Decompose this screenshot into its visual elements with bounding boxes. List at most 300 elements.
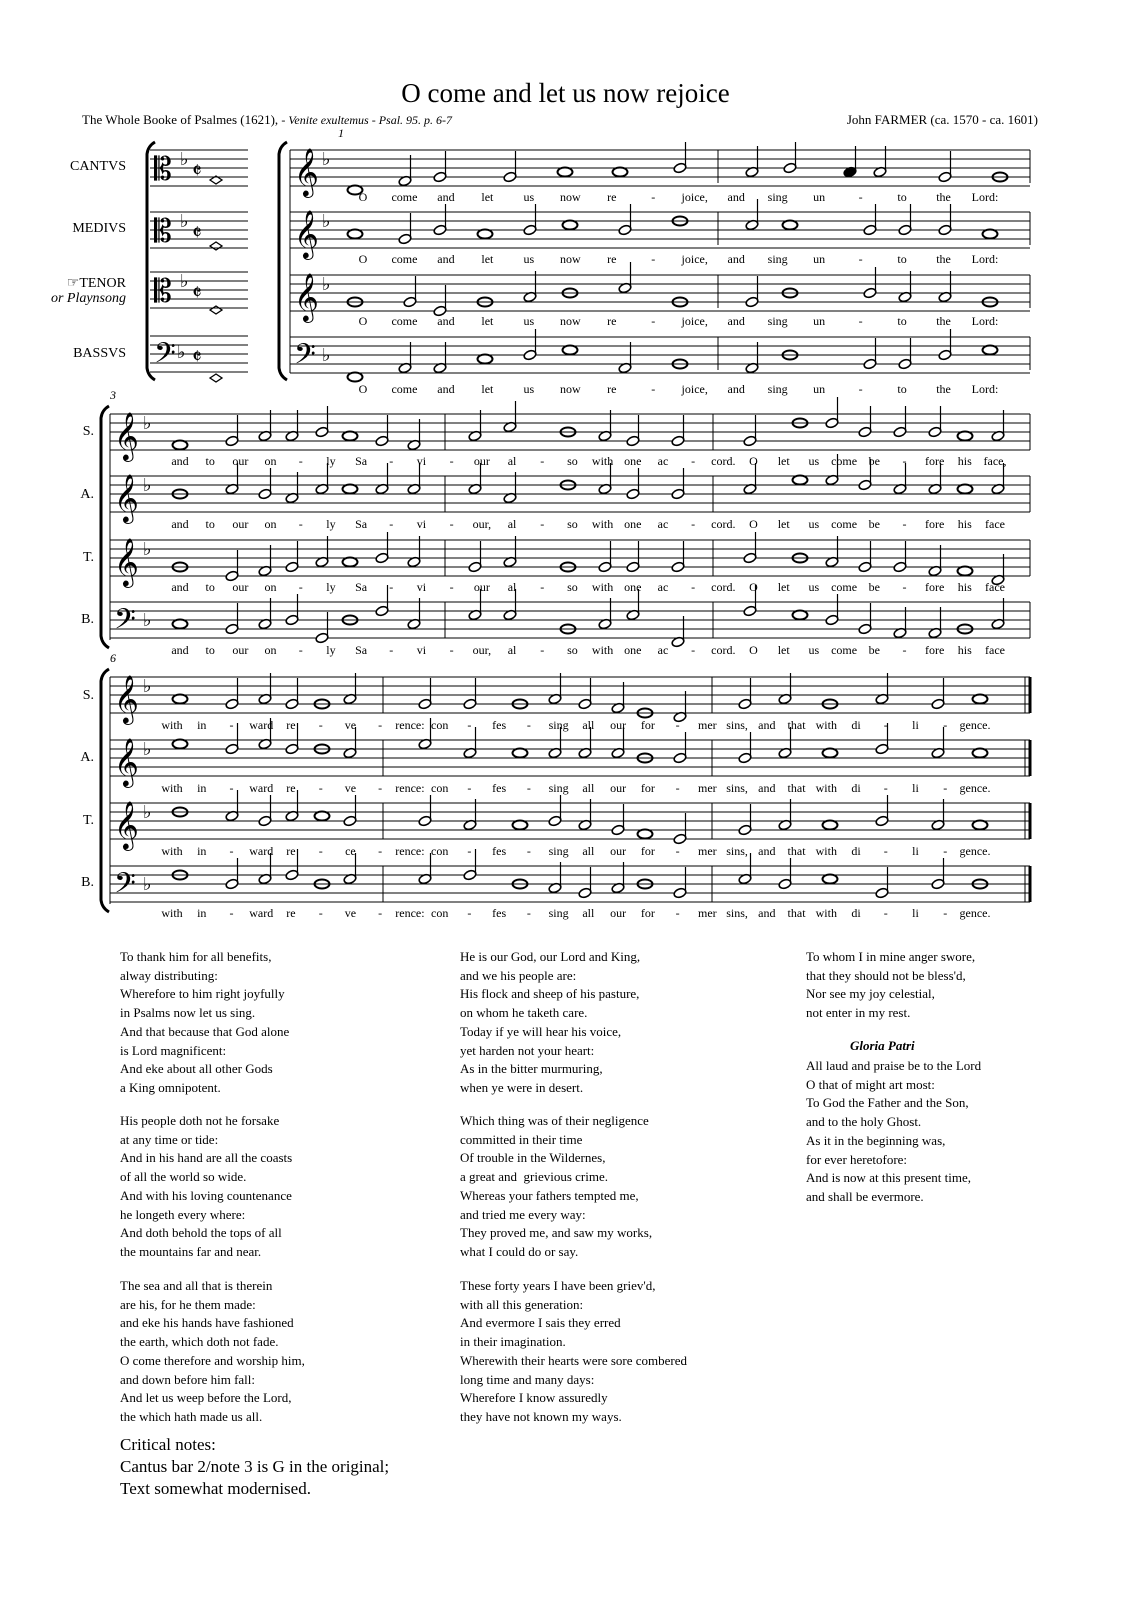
lyric-syllable: re (286, 781, 296, 795)
lyric-syllable: and (437, 314, 455, 328)
lyric-syllable: to (897, 382, 907, 396)
lyric-syllable: ve (344, 781, 357, 795)
lyric-syllable: O (749, 580, 758, 594)
lyric-syllable: Sa (355, 643, 368, 657)
lyric-syllable: his (957, 643, 972, 657)
critical-notes (120, 1434, 389, 1500)
lyric-syllable: ac (657, 580, 669, 594)
lyric-syllable: - (318, 906, 323, 920)
lyric-syllable: - (902, 517, 907, 531)
lyric-syllable: ce (345, 844, 356, 858)
lyric-syllable: to (897, 190, 907, 204)
lyric-syllable: - (858, 252, 863, 266)
lyric-syllable: and (727, 382, 745, 396)
lyric-syllable: and (758, 844, 776, 858)
verse-stanza: Which thing was of their negligence committed in their time Of trouble in the Wildernes, a great and grievious crime. Whereas your fathers tempted me, and tried me every way: They proved me, and saw my works, what I could do or say. (460, 1113, 653, 1259)
lyric-syllable: re (607, 190, 617, 204)
lyric-syllable: - (229, 844, 234, 858)
c-clef: 𝄡 (154, 272, 172, 310)
lyric-syllable: - (651, 314, 656, 328)
lyric-syllable: face (985, 580, 1005, 594)
lyric-syllable: rence: (395, 781, 425, 795)
whole-note (513, 749, 528, 758)
lyric-syllable: - (675, 781, 680, 795)
lyric-syllable: - (675, 844, 680, 858)
lyric-syllable: con (430, 844, 449, 858)
lyric-syllable: in (197, 906, 207, 920)
lyric-syllable: - (378, 781, 383, 795)
lyric-syllable: - (389, 580, 394, 594)
key-signature-flat: ♭ (322, 149, 331, 170)
lyric-syllable: ve (344, 718, 357, 732)
lyric-syllable: sins, (726, 718, 748, 732)
lyric-syllable: - (691, 517, 696, 531)
lyric-syllable: ly (326, 517, 336, 531)
gloria-patri-heading: Gloria Patri (850, 1038, 915, 1053)
lyric-syllable: - (318, 718, 323, 732)
lyric-syllable: on (264, 454, 277, 468)
key-signature-flat: ♭ (143, 874, 152, 895)
lyric-syllable: that (787, 781, 806, 795)
whole-note (343, 432, 358, 441)
lyric-syllable: fore (924, 643, 945, 657)
lyric-syllable: - (467, 781, 472, 795)
incipit-note (210, 374, 222, 382)
lyric-syllable: our (610, 844, 627, 858)
lyric-syllable: now (559, 252, 581, 266)
lyric-syllable: sing (767, 190, 788, 204)
whole-note (513, 821, 528, 830)
key-signature-flat: ♭ (180, 149, 189, 170)
lyric-syllable: come (391, 382, 418, 396)
lyric-syllable: fore (924, 580, 945, 594)
bass-clef: 𝄢 (114, 867, 136, 907)
key-signature-flat: ♭ (143, 413, 152, 434)
key-signature-flat: ♭ (143, 475, 152, 496)
lyric-syllable: mer (698, 781, 717, 795)
whole-note (173, 441, 188, 450)
lyric-syllable: di (851, 906, 861, 920)
lyric-syllable: joice, (681, 252, 708, 266)
lyric-syllable: joice, (681, 190, 708, 204)
lyric-syllable: - (540, 643, 545, 657)
incipit-note (210, 306, 222, 314)
whole-note (563, 346, 578, 355)
lyric-syllable: - (467, 906, 472, 920)
lyric-syllable: one (624, 517, 642, 531)
lyric-syllable: - (943, 781, 948, 795)
whole-note (173, 620, 188, 629)
lyric-syllable: gence. (959, 781, 991, 795)
whole-note (783, 221, 798, 230)
lyric-syllable: ac (657, 643, 669, 657)
source-book: The Whole Booke of Psalmes (1621), (82, 112, 279, 127)
lyric-syllable: let (777, 454, 790, 468)
lyric-syllable: his (957, 580, 972, 594)
lyric-syllable: us (523, 252, 535, 266)
whole-note (563, 221, 578, 230)
lyric-syllable: di (851, 718, 861, 732)
lyric-syllable: let (777, 517, 790, 531)
lyric-syllable: - (943, 718, 948, 732)
lyric-syllable: in (197, 844, 207, 858)
lyric-syllable: let (777, 580, 790, 594)
whole-note (973, 821, 988, 830)
lyric-syllable: so (567, 454, 578, 468)
lyric-syllable: - (691, 643, 696, 657)
lyric-syllable: and (758, 906, 776, 920)
lyric-syllable: - (540, 454, 545, 468)
treble-clef: 𝄞 (114, 674, 139, 723)
lyric-syllable: rence: (395, 906, 425, 920)
lyric-syllable: vi (416, 580, 427, 594)
whole-note (478, 230, 493, 239)
lyric-syllable: mer (698, 844, 717, 858)
lyric-syllable: sing (767, 382, 788, 396)
lyric-syllable: ward (249, 718, 274, 732)
lyric-syllable: and (758, 781, 776, 795)
verse-stanza: He is our God, our Lord and King, and we his people are: His flock and sheep of his pasture, on whom he taketh care. Today if ye will hear his voice, yet harden not your heart: As in the bitter murmuring, when ye were in desert. (460, 949, 641, 1095)
lyric-syllable: our (610, 718, 627, 732)
lyric-syllable: - (858, 190, 863, 204)
lyric-syllable: ward (249, 781, 274, 795)
lyric-syllable: un (813, 382, 826, 396)
lyric-syllable: our (232, 517, 249, 531)
system-bracket (101, 406, 109, 648)
bass-clef: 𝄢 (154, 337, 176, 377)
whole-note (983, 230, 998, 239)
key-signature-flat: ♭ (177, 342, 186, 363)
lyric-syllable: - (298, 517, 303, 531)
lyric-syllable: - (378, 906, 383, 920)
lyric-syllable: fes (492, 844, 507, 858)
lyric-syllable: - (943, 844, 948, 858)
lyric-syllable: now (559, 314, 581, 328)
lyric-syllable: cord. (711, 454, 736, 468)
lyric-syllable: ly (326, 580, 336, 594)
lyric-syllable: - (526, 718, 531, 732)
lyric-syllable: now (559, 382, 581, 396)
voice-label-playnsong: or Playnsong (50, 291, 126, 306)
key-signature-flat: ♭ (143, 802, 152, 823)
lyric-syllable: with (815, 781, 837, 795)
lyric-syllable: - (389, 517, 394, 531)
lyric-syllable: with (161, 906, 183, 920)
lyric-syllable: joice, (681, 314, 708, 328)
lyric-syllable: come (391, 314, 418, 328)
lyric-syllable: and (437, 252, 455, 266)
lyric-syllable: al (507, 643, 517, 657)
treble-clef: 𝄞 (294, 147, 319, 196)
lyric-syllable: in (197, 781, 207, 795)
whole-note (973, 749, 988, 758)
lyric-syllable: joice, (681, 382, 708, 396)
lyric-syllable: li (912, 906, 919, 920)
lyric-syllable: to (205, 643, 215, 657)
lyric-syllable: Lord: (971, 314, 999, 328)
treble-clef: 𝄞 (294, 272, 319, 321)
whole-note (638, 830, 653, 839)
lyric-syllable: be (868, 454, 880, 468)
whole-note (348, 230, 363, 239)
whole-note (173, 695, 188, 704)
short-label-b-3: B. (81, 875, 94, 890)
lyric-syllable: and (758, 718, 776, 732)
short-label-t-3: T. (82, 813, 94, 828)
short-label-a-2: A. (80, 487, 94, 502)
lyric-syllable: - (540, 517, 545, 531)
lyric-syllable: our (232, 454, 249, 468)
lyric-syllable: come (391, 190, 418, 204)
lyric-syllable: rence: (395, 718, 425, 732)
lyric-syllable: with (815, 844, 837, 858)
lyric-syllable: ac (657, 454, 669, 468)
lyric-syllable: al (507, 517, 517, 531)
whole-note (558, 168, 573, 177)
lyric-syllable: - (651, 382, 656, 396)
lyric-syllable: li (912, 844, 919, 858)
lyric-syllable: di (851, 781, 861, 795)
lyric-syllable: - (651, 190, 656, 204)
whole-note (478, 355, 493, 364)
pointing-hand-icon: ☞ (66, 276, 80, 291)
verse-stanza: To whom I in mine anger swore, that they should not be bless'd, Nor see my joy celestial, not enter in my rest. (806, 949, 976, 1021)
lyric-syllable: - (298, 580, 303, 594)
lyric-syllable: Sa (355, 454, 368, 468)
key-signature-flat: ♭ (143, 676, 152, 697)
lyric-syllable: sing (548, 844, 569, 858)
lyric-syllable: sing (548, 781, 569, 795)
source-psalm: - Venite exultemus - Psal. 95. p. 6-7 (281, 113, 453, 127)
lyric-syllable: di (851, 844, 861, 858)
whole-note (958, 485, 973, 494)
lyric-syllable: come (831, 643, 858, 657)
treble-clef: 𝄞 (114, 411, 139, 460)
lyric-syllable: fore (924, 454, 945, 468)
key-signature-flat: ♭ (180, 271, 189, 292)
whole-note (613, 168, 628, 177)
lyric-syllable: ac (657, 517, 669, 531)
c-clef: 𝄡 (154, 212, 172, 250)
key-signature-flat: ♭ (143, 610, 152, 631)
lyric-syllable: our, (472, 517, 492, 531)
whole-note (793, 611, 808, 620)
lyric-syllable: sing (548, 718, 569, 732)
treble-clef: 𝄞 (294, 209, 319, 258)
lyric-syllable: on (264, 580, 277, 594)
lyric-syllable: - (467, 718, 472, 732)
lyric-syllable: one (624, 643, 642, 657)
lyric-syllable: let (481, 314, 494, 328)
lyric-syllable: li (912, 781, 919, 795)
lyric-syllable: one (624, 580, 642, 594)
lyric-syllable: re (286, 906, 296, 920)
whole-note (823, 821, 838, 830)
lyric-syllable: with (161, 781, 183, 795)
time-signature: 𝄵 (192, 281, 202, 306)
lyric-syllable: mer (698, 906, 717, 920)
lyric-syllable: - (883, 781, 888, 795)
lyric-syllable: our (610, 781, 627, 795)
lyric-syllable: to (205, 517, 215, 531)
lyric-syllable: - (378, 718, 383, 732)
lyric-syllable: - (526, 844, 531, 858)
lyric-syllable: - (943, 906, 948, 920)
lyric-syllable: with (161, 844, 183, 858)
lyric-syllable: - (229, 906, 234, 920)
lyric-syllable: ve (344, 906, 357, 920)
lyric-syllable: re (286, 844, 296, 858)
lyric-syllable: us (808, 517, 820, 531)
whole-note (315, 812, 330, 821)
c-clef: 𝄡 (154, 150, 172, 188)
lyric-syllable: us (808, 580, 820, 594)
lyric-syllable: come (831, 517, 858, 531)
lyric-syllable: O (749, 517, 758, 531)
short-label-t-2: T. (82, 550, 94, 565)
lyric-syllable: and (437, 382, 455, 396)
lyric-syllable: and (727, 314, 745, 328)
lyric-syllable: re (607, 382, 617, 396)
lyric-syllable: gence. (959, 844, 991, 858)
lyric-syllable: O (358, 314, 368, 328)
lyric-syllable: with (591, 580, 614, 594)
whole-note (343, 558, 358, 567)
lyric-syllable: - (318, 844, 323, 858)
lyric-syllable: our (232, 580, 249, 594)
composer: John FARMER (ca. 1570 - ca. 1601) (846, 112, 1038, 127)
lyric-syllable: on (264, 517, 277, 531)
lyric-syllable: in (197, 718, 207, 732)
lyric-syllable: sing (767, 314, 788, 328)
lyric-syllable: and (437, 190, 455, 204)
lyric-syllable: and (171, 643, 189, 657)
lyric-syllable: our (473, 580, 490, 594)
lyric-syllable: - (858, 314, 863, 328)
lyric-syllable: O (749, 643, 758, 657)
key-signature-flat: ♭ (143, 539, 152, 560)
short-label-b-2: B. (81, 612, 94, 627)
lyric-syllable: one (624, 454, 642, 468)
lyric-syllable: be (868, 643, 880, 657)
lyric-syllable: his (957, 454, 972, 468)
treble-clef: 𝄞 (114, 800, 139, 849)
lyric-syllable: li (912, 718, 919, 732)
lyric-syllable: vi (416, 517, 427, 531)
lyric-syllable: cord. (711, 517, 736, 531)
lyric-syllable: let (481, 382, 494, 396)
treble-clef: 𝄞 (114, 537, 139, 586)
lyric-syllable: to (205, 454, 215, 468)
lyric-syllable: to (205, 580, 215, 594)
lyric-syllable: on (264, 643, 277, 657)
whole-note (348, 373, 363, 382)
lyric-syllable: sing (548, 906, 569, 920)
key-signature-flat: ♭ (322, 211, 331, 232)
lyric-syllable: cord. (711, 643, 736, 657)
lyric-syllable: - (691, 580, 696, 594)
lyric-syllable: re (607, 314, 617, 328)
lyric-syllable: to (897, 314, 907, 328)
lyric-syllable: our (610, 906, 627, 920)
lyric-syllable: cord. (711, 580, 736, 594)
lyric-syllable: ward (249, 906, 274, 920)
lyric-syllable: - (318, 781, 323, 795)
bass-clef: 𝄢 (294, 338, 316, 378)
lyric-syllable: us (523, 382, 535, 396)
lyric-syllable: now (559, 190, 581, 204)
lyric-syllable: - (651, 252, 656, 266)
lyric-syllable: our (232, 643, 249, 657)
bar-number-1: 1 (338, 126, 344, 140)
lyric-syllable: con (430, 718, 449, 732)
lyric-syllable: - (449, 517, 454, 531)
whole-note (793, 476, 808, 485)
time-signature: 𝄵 (192, 221, 202, 246)
lyric-syllable: rence: (395, 844, 425, 858)
lyric-syllable: ly (326, 454, 336, 468)
lyric-syllable: our (473, 454, 490, 468)
lyric-syllable: Sa (355, 580, 368, 594)
critical-notes-heading: Critical notes: (120, 1435, 216, 1454)
lyric-syllable: - (378, 844, 383, 858)
lyric-syllable: and (727, 190, 745, 204)
lyric-syllable: con (430, 781, 449, 795)
lyric-syllable: - (883, 906, 888, 920)
lyric-syllable: ward (249, 844, 274, 858)
lyric-syllable: the (936, 252, 951, 266)
lyric-syllable: let (481, 190, 494, 204)
lyric-syllable: - (883, 844, 888, 858)
lyric-syllable: face, (983, 454, 1007, 468)
lyric-syllable: - (449, 580, 454, 594)
lyric-syllable: fes (492, 781, 507, 795)
key-signature-flat: ♭ (322, 345, 331, 366)
lyric-syllable: come (831, 454, 858, 468)
lyric-syllable: - (902, 454, 907, 468)
lyric-syllable: with (815, 718, 837, 732)
voice-label-tenor: ☞TENOR or Playnsong (50, 276, 126, 306)
short-label-a-3: A. (80, 750, 94, 765)
lyric-syllable: be (868, 580, 880, 594)
lyric-syllable: fes (492, 906, 507, 920)
lyric-syllable: - (540, 580, 545, 594)
lyric-syllable: mer (698, 718, 717, 732)
lyric-syllable: Lord: (971, 382, 999, 396)
lyric-syllable: our, (472, 643, 492, 657)
lyric-syllable: us (808, 454, 820, 468)
verse-stanza: His people doth not he forsake at any time or tide: And in his hand are all the coasts of all the world so wide. And with his loving countenance he longeth every where: And doth behold the tops of all the mountains far and near. (120, 1113, 293, 1259)
bar-number-6: 6 (110, 651, 116, 665)
whole-note (958, 567, 973, 576)
lyric-syllable: - (902, 580, 907, 594)
lyric-syllable: - (389, 454, 394, 468)
lyric-syllable: face (985, 643, 1005, 657)
lyric-syllable: the (936, 382, 951, 396)
key-signature-flat: ♭ (143, 739, 152, 760)
lyric-syllable: with (591, 454, 614, 468)
lyric-syllable: so (567, 580, 578, 594)
lyric-syllable: that (787, 844, 806, 858)
verse-stanza: The sea and all that is therein are his, for he them made: and eke his hands have fashioned the earth, which doth not fade. O come therefore and worship him, and down before him fall: And let us weep before the Lord, the which hath made us all. (120, 1278, 305, 1424)
lyric-syllable: gence. (959, 718, 991, 732)
voice-label-cantus: CANTVS (69, 159, 126, 174)
critical-note: Cantus bar 2/note 3 is G in the original; (120, 1457, 390, 1476)
lyric-syllable: all (582, 844, 595, 858)
lyric-syllable: with (815, 906, 837, 920)
whole-note (823, 875, 838, 884)
lyric-syllable: - (389, 643, 394, 657)
